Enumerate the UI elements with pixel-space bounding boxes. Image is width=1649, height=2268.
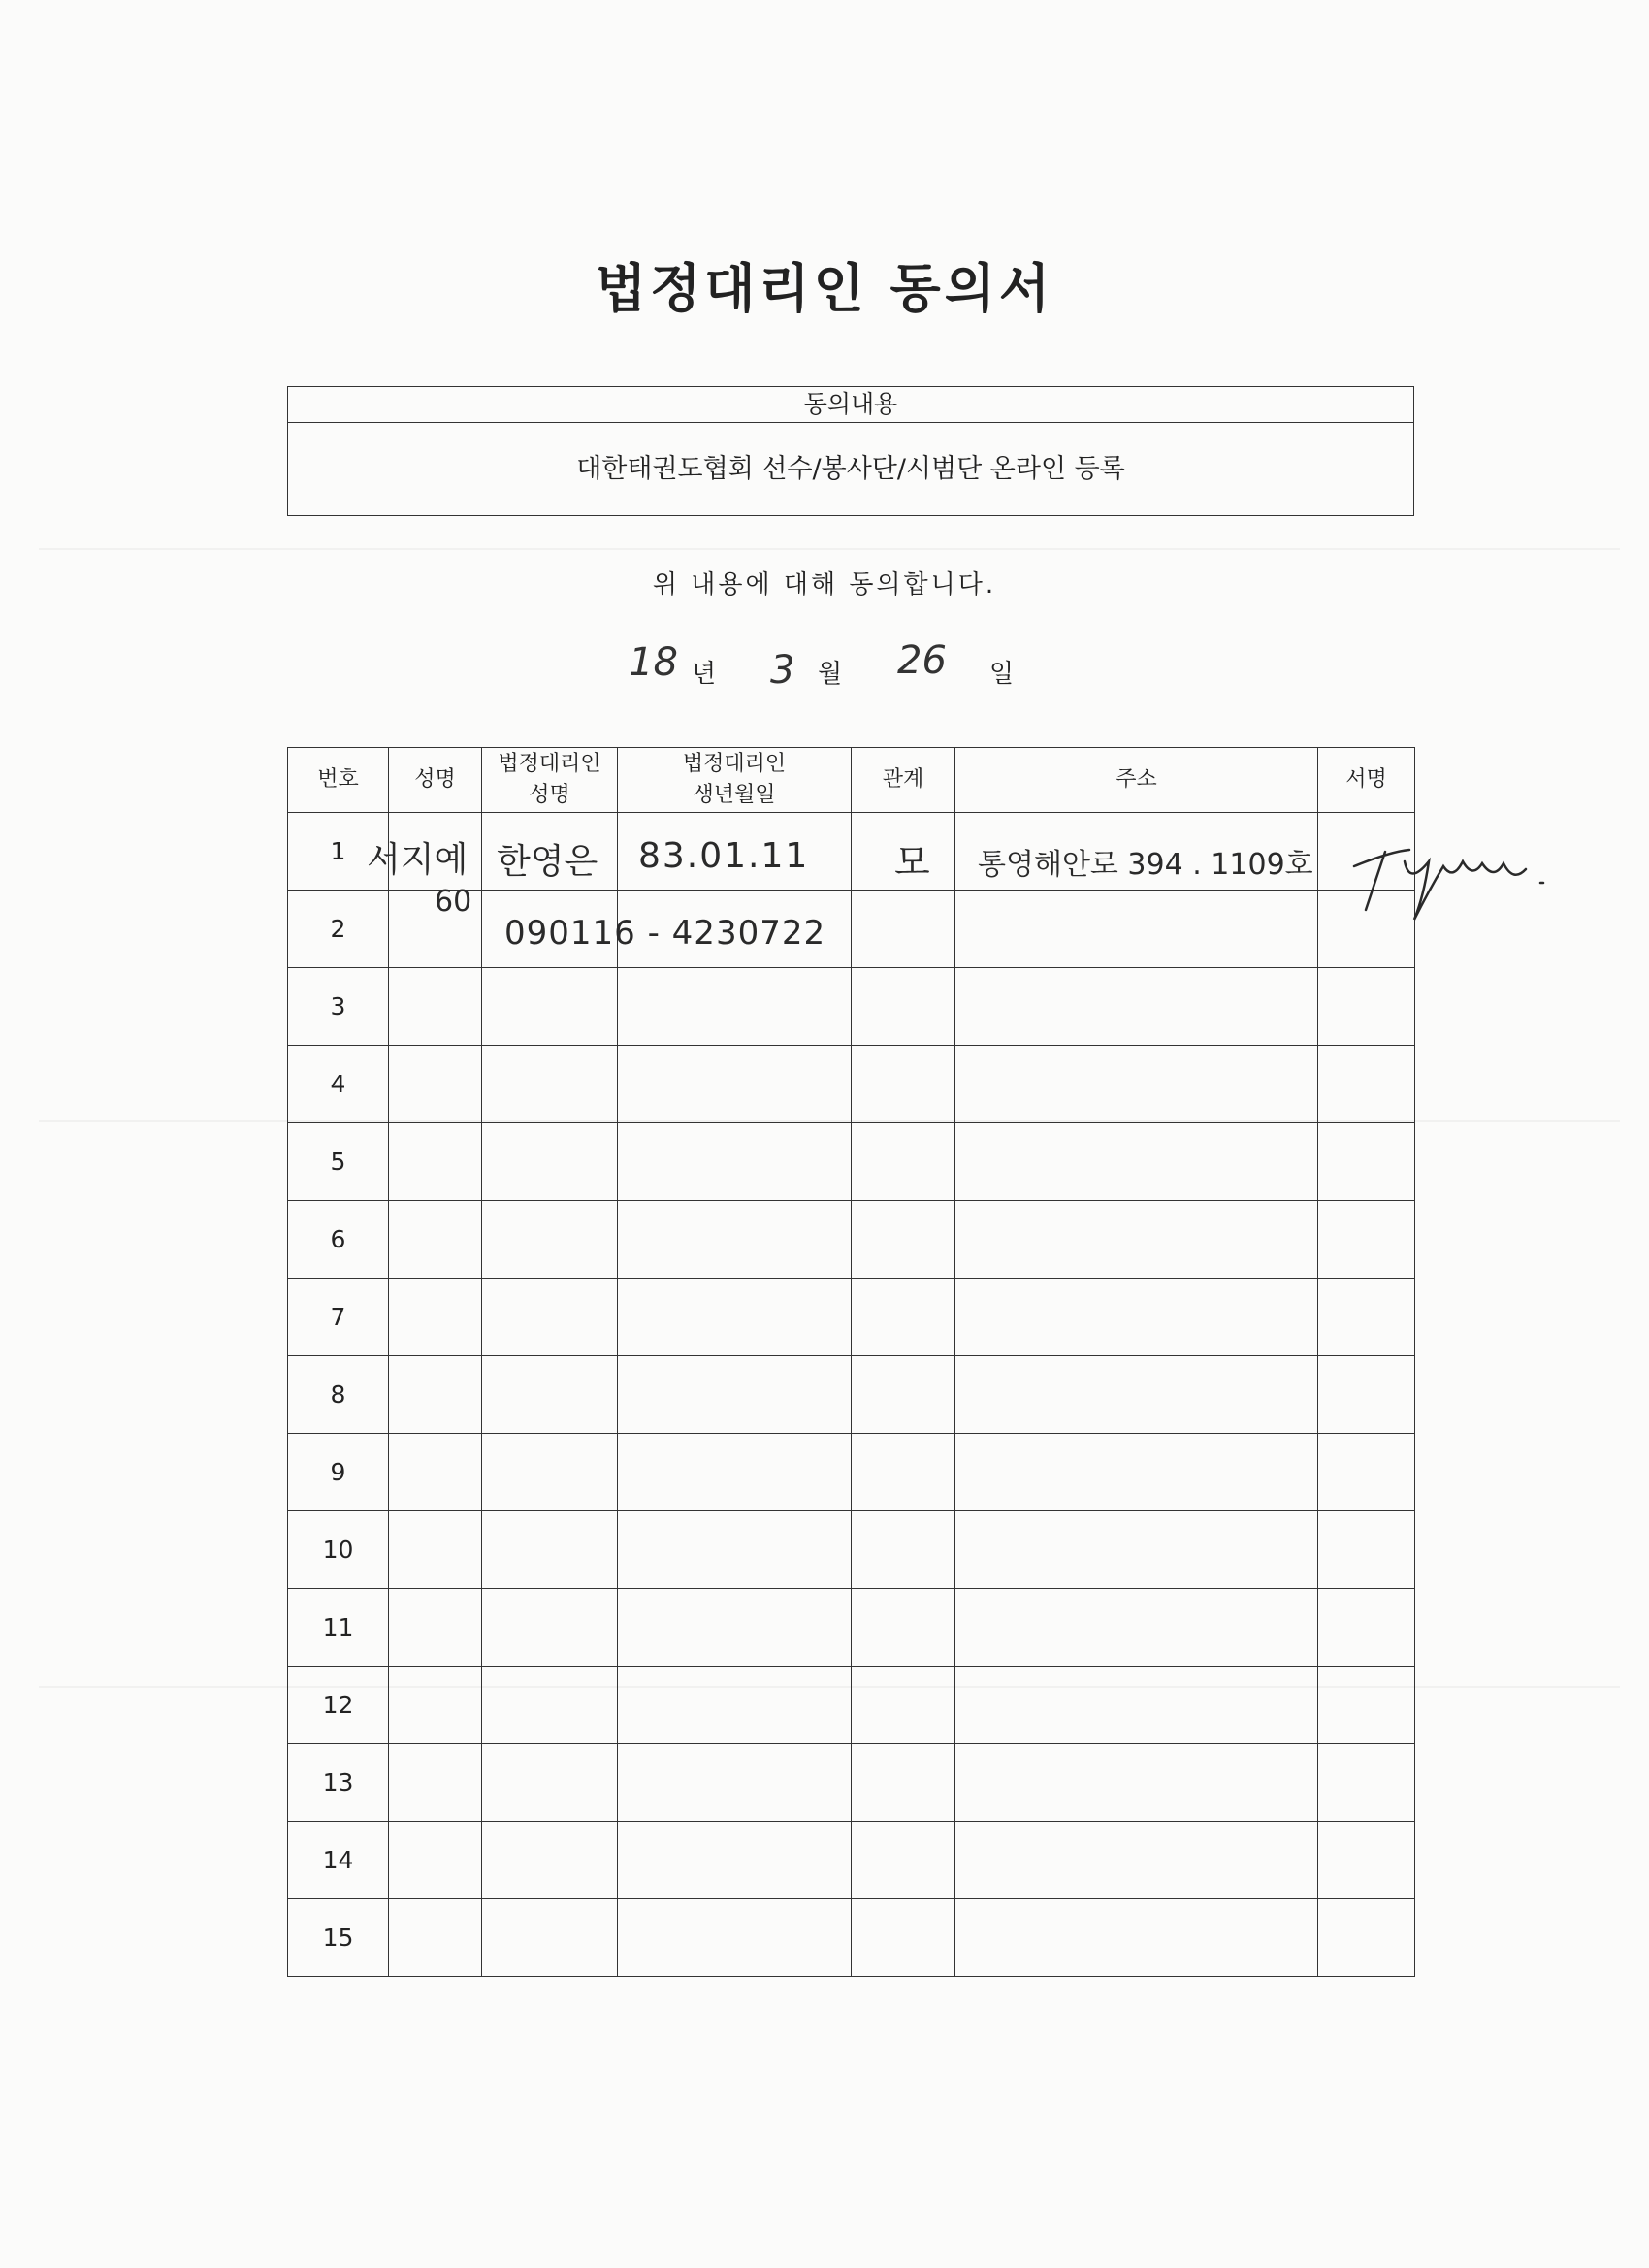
guardian-birth-cell xyxy=(618,1279,852,1356)
relation-cell xyxy=(852,1356,955,1434)
relation-cell xyxy=(852,1899,955,1977)
roster-body xyxy=(288,813,1415,1977)
row-number: 15 xyxy=(288,1899,389,1977)
signature-cell xyxy=(1318,1201,1415,1279)
relation-cell xyxy=(852,1434,955,1511)
row-number: 8 xyxy=(288,1356,389,1434)
guardian-name-cell xyxy=(482,968,618,1046)
relation-cell xyxy=(852,1822,955,1899)
table-row xyxy=(288,1046,1415,1123)
table-header-row xyxy=(288,748,1415,813)
guardian-birth-cell xyxy=(618,968,852,1046)
name-cell xyxy=(389,1667,482,1744)
agreement-statement: 위 내용에 대해 동의합니다. xyxy=(652,570,997,599)
date-month-label: 월 xyxy=(818,660,843,689)
signature-cell xyxy=(1318,1822,1415,1899)
row-number: 13 xyxy=(288,1744,389,1822)
handwritten-address-row1: 통영해안로 394 . 1109호 xyxy=(978,848,1313,882)
consent-content: 대한태권도협회 선수/봉사단/시범단 온라인 등록 xyxy=(576,454,1125,484)
address-cell xyxy=(955,1589,1318,1667)
table-row xyxy=(288,968,1415,1046)
address-cell xyxy=(955,1201,1318,1279)
guardian-birth-cell xyxy=(618,1589,852,1667)
handwritten-id-row2: 090116 - 4230722 xyxy=(504,914,826,953)
table-row xyxy=(288,1434,1415,1511)
header-number: 번호 xyxy=(288,748,389,813)
date-day-value: 26 xyxy=(897,638,947,683)
row-number: 4 xyxy=(288,1046,389,1123)
paper-fold-line xyxy=(39,548,1620,550)
address-cell xyxy=(955,968,1318,1046)
address-cell xyxy=(955,1822,1318,1899)
guardian-birth-cell xyxy=(618,1434,852,1511)
relation-cell xyxy=(852,1046,955,1123)
guardian-roster-table xyxy=(287,747,1415,1977)
guardian-name-cell xyxy=(482,1123,618,1201)
header-guardian-birth xyxy=(618,748,852,813)
name-cell xyxy=(389,1589,482,1667)
relation-cell xyxy=(852,1744,955,1822)
guardian-birth-cell xyxy=(618,1201,852,1279)
guardian-birth-cell xyxy=(618,1046,852,1123)
signature-cell xyxy=(1318,1589,1415,1667)
relation-cell xyxy=(852,1667,955,1744)
name-cell xyxy=(389,1201,482,1279)
signature-cell xyxy=(1318,968,1415,1046)
table-row xyxy=(288,1822,1415,1899)
guardian-name-cell xyxy=(482,1279,618,1356)
header-address: 주소 xyxy=(955,748,1318,813)
guardian-name-cell xyxy=(482,1511,618,1589)
date-month-value: 3 xyxy=(770,648,795,693)
signature-cell xyxy=(1318,1123,1415,1201)
address-cell xyxy=(955,1511,1318,1589)
signature-cell xyxy=(1318,1899,1415,1977)
table-row xyxy=(288,1511,1415,1589)
name-cell xyxy=(389,1511,482,1589)
header-guardian-birth-line1: 법정대리인 xyxy=(682,752,787,776)
row-number: 11 xyxy=(288,1589,389,1667)
row-number: 3 xyxy=(288,968,389,1046)
signature-cell xyxy=(1318,1744,1415,1822)
row-number: 14 xyxy=(288,1822,389,1899)
header-guardian-name-line1: 법정대리인 xyxy=(498,752,601,776)
row-number: 1 xyxy=(288,813,389,891)
guardian-birth-cell xyxy=(618,1744,852,1822)
table-row xyxy=(288,1667,1415,1744)
consent-header: 동의내용 xyxy=(288,387,1413,423)
handwritten-name-row1: 서지예 xyxy=(367,840,469,880)
guardian-name-cell xyxy=(482,1589,618,1667)
table-row xyxy=(288,1589,1415,1667)
guardian-birth-cell xyxy=(618,1899,852,1977)
signature-cell xyxy=(1318,1046,1415,1123)
guardian-name-cell xyxy=(482,1899,618,1977)
guardian-name-cell xyxy=(482,1356,618,1434)
signature-cell xyxy=(1318,1511,1415,1589)
guardian-birth-cell xyxy=(618,1667,852,1744)
row-number: 5 xyxy=(288,1123,389,1201)
header-guardian-name xyxy=(482,748,618,813)
address-cell xyxy=(955,1434,1318,1511)
name-cell xyxy=(389,1356,482,1434)
name-cell xyxy=(389,1123,482,1201)
relation-cell xyxy=(852,1279,955,1356)
document-title: 법정대리인 동의서 xyxy=(595,257,1054,319)
table-row xyxy=(288,1744,1415,1822)
header-relation: 관계 xyxy=(852,748,955,813)
row-number: 2 xyxy=(288,891,389,968)
table-row xyxy=(288,1899,1415,1977)
name-cell xyxy=(389,968,482,1046)
relation-cell xyxy=(852,968,955,1046)
name-cell xyxy=(389,1822,482,1899)
row-number: 10 xyxy=(288,1511,389,1589)
relation-cell xyxy=(852,1511,955,1589)
handwritten-guardian-name-row1: 한영은 xyxy=(497,842,598,882)
signature-cell xyxy=(1318,1279,1415,1356)
name-cell xyxy=(389,1046,482,1123)
signature-cell xyxy=(1318,1667,1415,1744)
date-day-label: 일 xyxy=(989,660,1015,689)
consent-content-box xyxy=(287,386,1414,516)
handwritten-mark-row2: 60 xyxy=(435,885,472,919)
header-signature: 서명 xyxy=(1318,748,1415,813)
address-cell xyxy=(955,1046,1318,1123)
address-cell xyxy=(955,1744,1318,1822)
guardian-birth-cell xyxy=(618,1511,852,1589)
row-number: 7 xyxy=(288,1279,389,1356)
name-cell xyxy=(389,1434,482,1511)
guardian-name-cell xyxy=(482,1046,618,1123)
guardian-birth-cell xyxy=(618,1822,852,1899)
relation-cell xyxy=(852,1123,955,1201)
date-year-value: 18 xyxy=(629,640,678,685)
date-year-label: 년 xyxy=(692,660,717,689)
guardian-name-cell xyxy=(482,1822,618,1899)
header-guardian-birth-line2: 생년월일 xyxy=(693,783,776,807)
guardian-birth-cell xyxy=(618,1123,852,1201)
table-row xyxy=(288,1201,1415,1279)
relation-cell xyxy=(852,1201,955,1279)
address-cell xyxy=(955,1279,1318,1356)
guardian-name-cell xyxy=(482,1201,618,1279)
address-cell xyxy=(955,1667,1318,1744)
row-number: 12 xyxy=(288,1667,389,1744)
handwritten-relation-row1: 모 xyxy=(894,841,930,884)
guardian-name-cell xyxy=(482,1667,618,1744)
table-row xyxy=(288,1279,1415,1356)
row-number: 6 xyxy=(288,1201,389,1279)
address-cell xyxy=(955,1356,1318,1434)
guardian-name-cell xyxy=(482,1744,618,1822)
relation-cell xyxy=(852,891,955,968)
name-cell xyxy=(389,1279,482,1356)
relation-cell xyxy=(852,1589,955,1667)
table-row xyxy=(288,1123,1415,1201)
name-cell xyxy=(389,1899,482,1977)
table-row xyxy=(288,1356,1415,1434)
guardian-birth-cell xyxy=(618,1356,852,1434)
address-cell xyxy=(955,1123,1318,1201)
header-guardian-name-line2: 성명 xyxy=(529,783,570,807)
header-name: 성명 xyxy=(389,748,482,813)
handwritten-signature xyxy=(1337,823,1569,929)
row-number: 9 xyxy=(288,1434,389,1511)
name-cell xyxy=(389,1744,482,1822)
handwritten-birth-row1: 83.01.11 xyxy=(638,836,810,876)
guardian-name-cell xyxy=(482,1434,618,1511)
address-cell xyxy=(955,891,1318,968)
date-line xyxy=(0,640,1649,698)
signature-cell xyxy=(1318,1434,1415,1511)
address-cell xyxy=(955,1899,1318,1977)
signature-cell xyxy=(1318,1356,1415,1434)
